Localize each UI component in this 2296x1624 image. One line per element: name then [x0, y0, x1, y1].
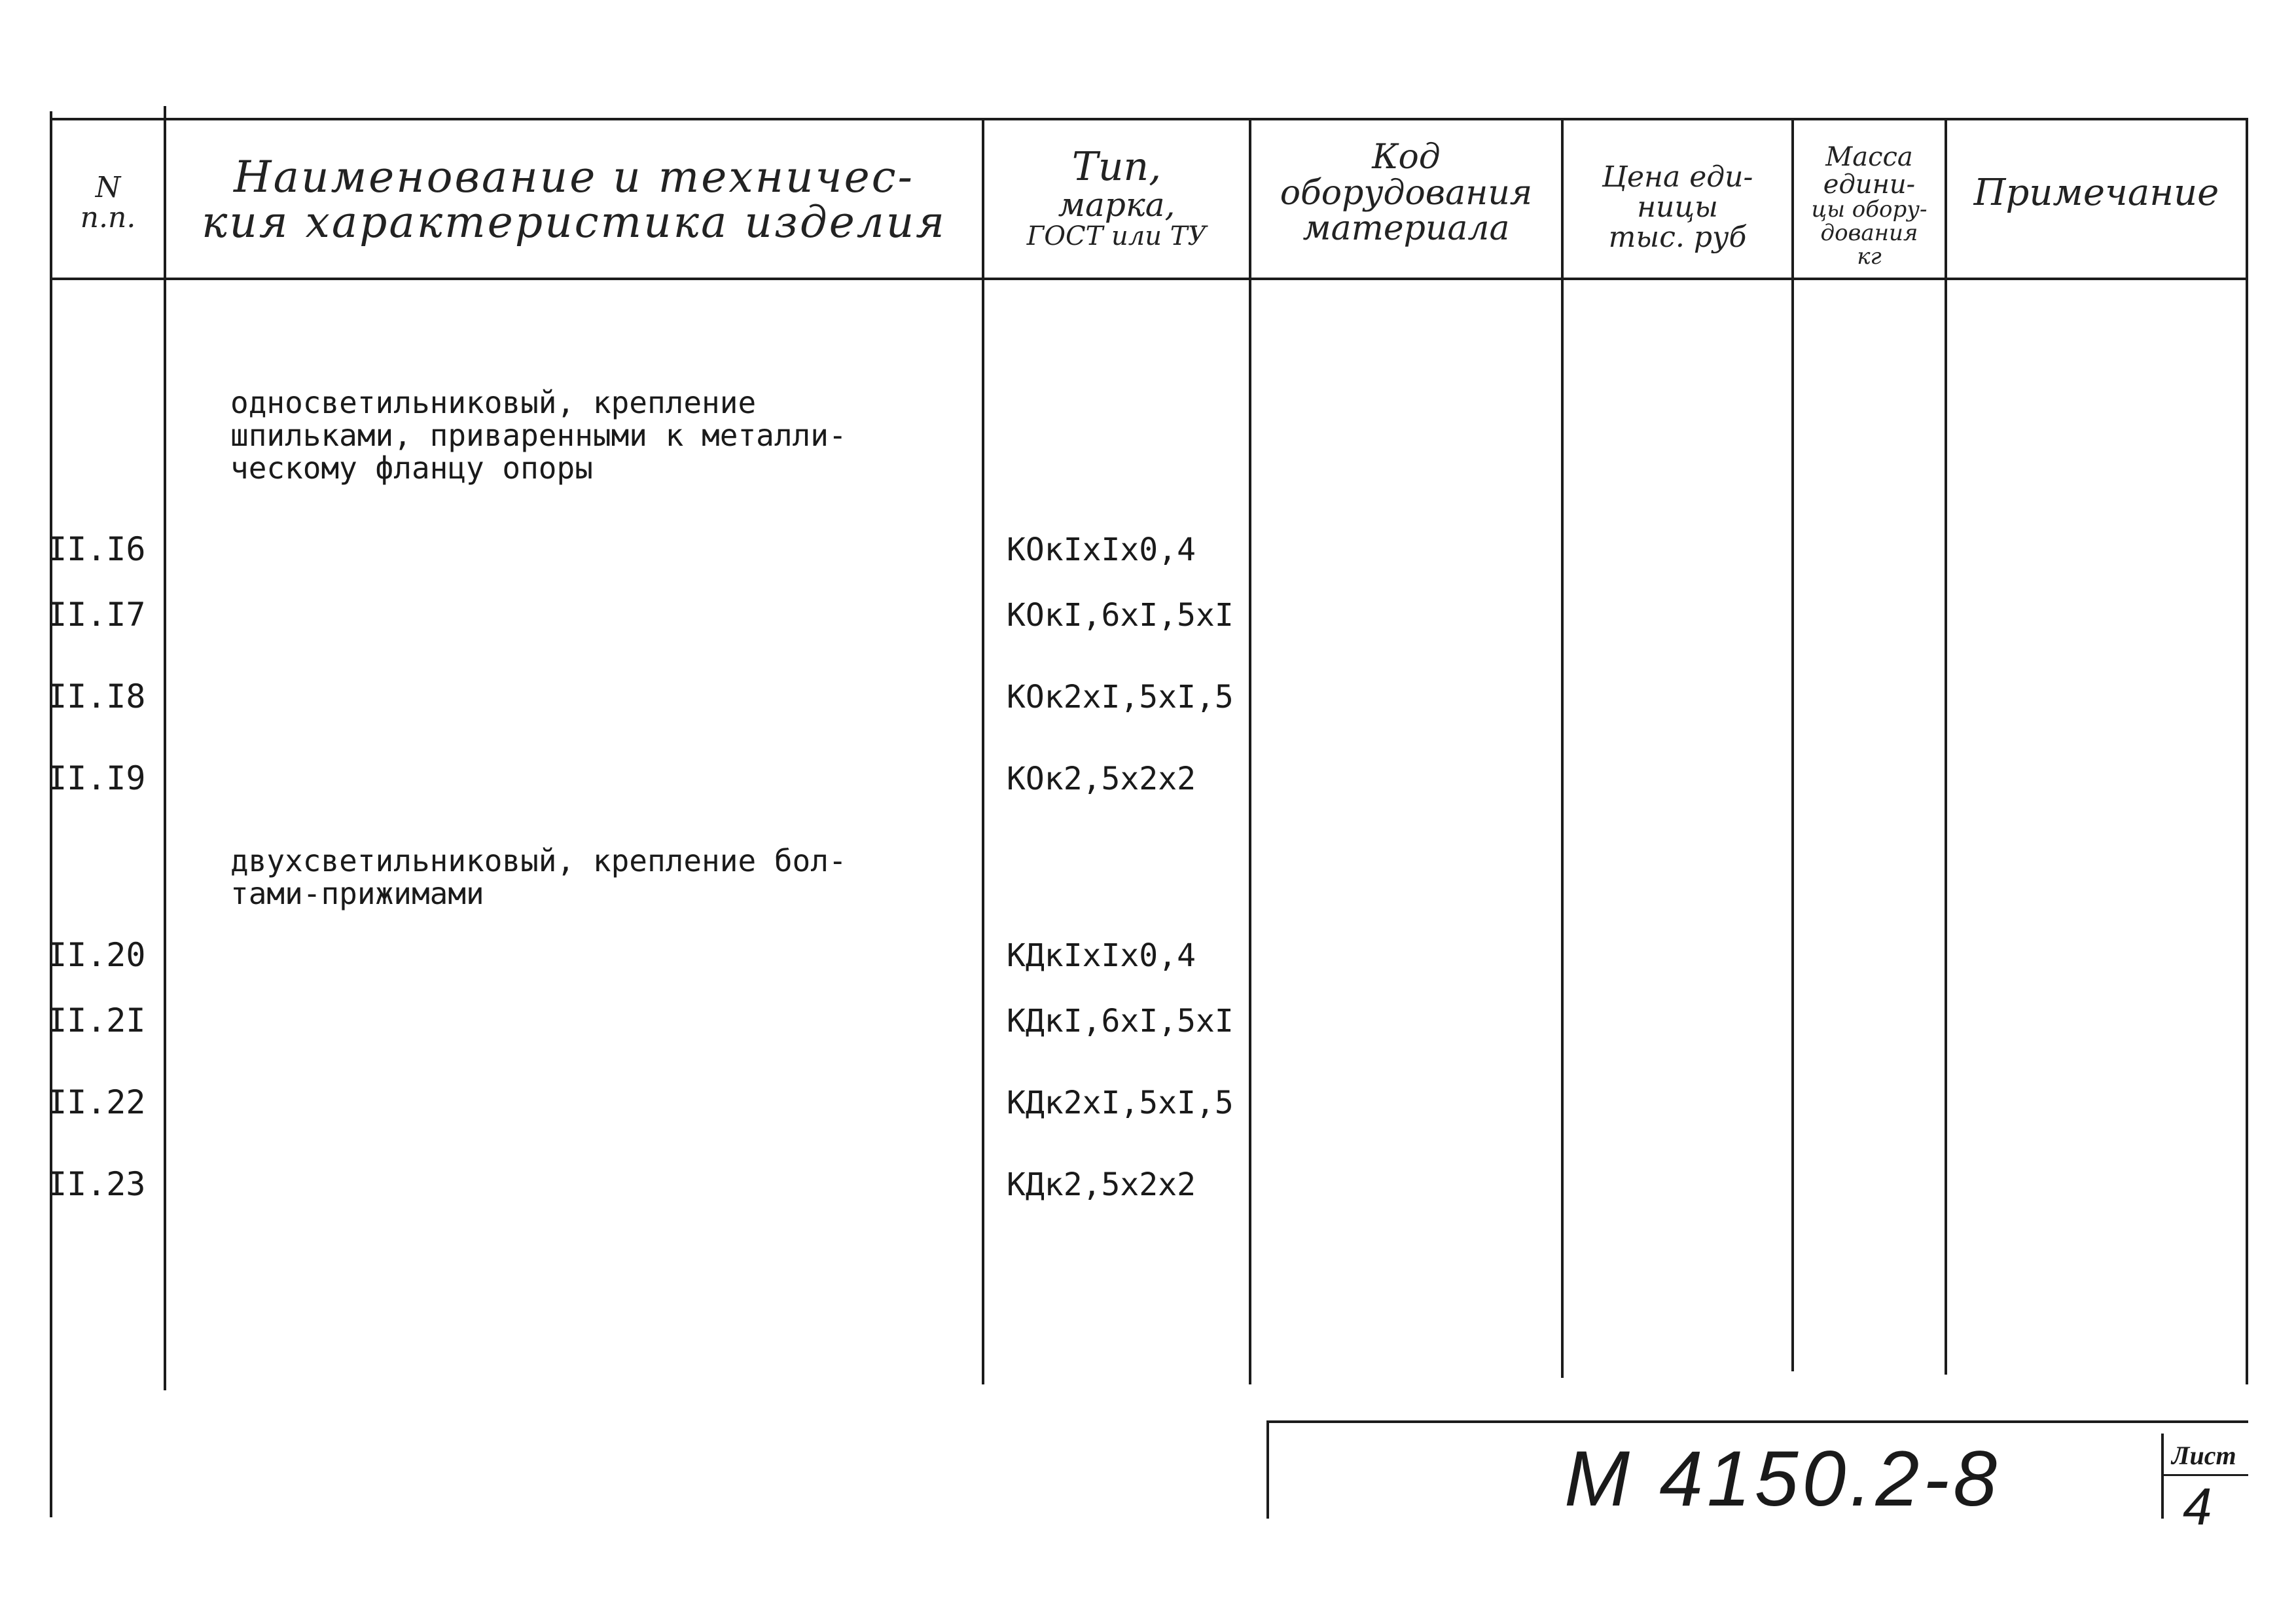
sheet-cell-border — [2161, 1434, 2164, 1519]
stamp-left-border — [1266, 1420, 1269, 1519]
row-type-code: КОк2xI,5xI,5 — [1007, 679, 1234, 715]
row-number: II.I8 — [47, 677, 146, 715]
col-divider-3 — [1249, 118, 1251, 1384]
row-number: II.20 — [47, 936, 146, 974]
header-type: Тип, марка, ГОСТ или ТУ — [1026, 144, 1207, 251]
group-2-description: двухсветильниковый, крепление бол- тами-прижимами — [230, 843, 847, 911]
row-type-code: КДк2,5x2x2 — [1007, 1166, 1196, 1203]
col-divider-1 — [164, 106, 166, 1390]
group-1-description: односветильниковый, крепление шпильками, приваренными к металли- ческому фланцу опоры — [230, 385, 847, 486]
header-note: Примечание — [1973, 171, 2219, 214]
page-left-border — [50, 111, 52, 1517]
stamp-top-border — [1266, 1420, 2248, 1423]
row-number: II.23 — [47, 1165, 146, 1203]
sheet-cell-divider — [2161, 1474, 2248, 1476]
header-bottom-border — [51, 278, 2248, 280]
document-number: М 4150.2-8 — [1564, 1435, 2001, 1523]
row-type-code: КОкIxIx0,4 — [1007, 532, 1196, 568]
header-mass: Масса едини- цы обору- дования кг — [1811, 142, 1928, 270]
row-type-code: КОк2,5x2x2 — [1007, 761, 1196, 797]
table-top-border — [51, 118, 2248, 120]
row-number: II.2I — [47, 1001, 146, 1039]
row-type-code: КДк2xI,5xI,5 — [1007, 1085, 1234, 1121]
table-right-border — [2246, 118, 2248, 1384]
header-code: Код оборудования материала — [1280, 137, 1533, 249]
sheet-label: Лист — [2172, 1441, 2236, 1470]
col-divider-4 — [1561, 118, 1564, 1378]
row-type-code: КДкIxIx0,4 — [1007, 937, 1196, 974]
row-number: II.I6 — [47, 530, 146, 568]
row-type-code: КОкI,6xI,5xI — [1007, 597, 1234, 634]
col-divider-6 — [1945, 118, 1947, 1375]
header-price: Цена еди- ницы тыс. руб — [1602, 160, 1753, 255]
col-divider-2 — [982, 118, 984, 1384]
row-type-code: КДкI,6xI,5xI — [1007, 1003, 1234, 1039]
header-number: N п.п. — [80, 170, 136, 234]
sheet-number: 4 — [2183, 1477, 2212, 1536]
row-number: II.I9 — [47, 759, 146, 797]
row-number: II.I7 — [47, 596, 146, 634]
row-number: II.22 — [47, 1083, 146, 1121]
col-divider-5 — [1791, 118, 1794, 1371]
header-name: Наименование и техничес- кия характеристика изделия — [202, 151, 946, 247]
